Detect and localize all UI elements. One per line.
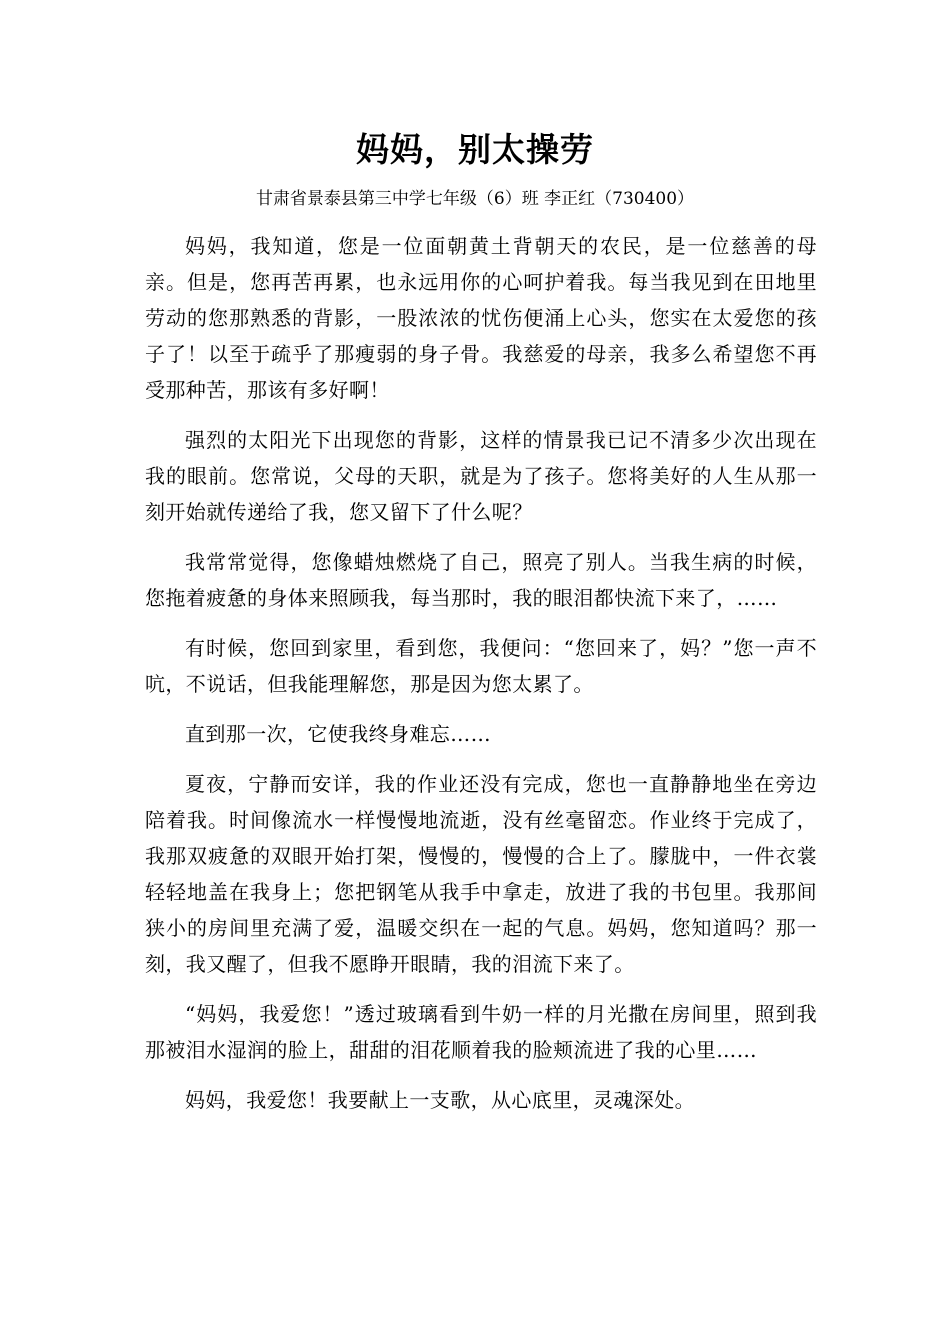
paragraph-2: 强烈的太阳光下出现您的背影，这样的情景我已记不清多少次出现在我的眼前。您常说，父母的天职，就是为了孩子。您将美好的人生从那一刻开始就传递给了我，您又留下了什么呢？ [145,428,817,524]
paragraph-8: 妈妈，我爱您！我要献上一支歌，从心底里，灵魂深处。 [185,1088,695,1112]
paragraph-4: 有时候，您回到家里，看到您，我便问：“您回来了，妈？”您一声不吭，不说话，但我能理解您，那是因为您太累了。 [145,636,817,696]
paragraph-3: 我常常觉得，您像蜡烛燃烧了自己，照亮了别人。当我生病的时候，您拖着疲惫的身体来照顾我，每当那时，我的眼泪都快流下来了，…… [145,550,817,610]
paragraph-6: 夏夜，宁静而安详，我的作业还没有完成，您也一直静静地坐在旁边陪着我。时间像流水一样慢慢地流逝，没有丝毫留恋。作业终于完成了，我那双疲惫的双眼开始打架，慢慢的，慢慢的合上了。朦胧中，一件衣裳轻轻地盖在我身上；您把钢笔从我手中拿走，放进了我的书包里。我那间狭小的房间里充满了爱，温暖交织在一起的气息。妈妈，您知道吗？那一刻，我又醒了，但我不愿睁开眼睛，我的泪流下来了。 [145,772,817,976]
paragraph-7: “妈妈，我爱您！”透过玻璃看到牛奶一样的月光撒在房间里，照到我那被泪水湿润的脸上，甜甜的泪花顺着我的脸颊流进了我的心里…… [145,1002,817,1062]
paragraph-5: 直到那一次，它使我终身难忘…… [185,722,491,746]
author-byline: 甘肃省景泰县第三中学七年级（6）班 李正红（730400） [255,189,695,209]
paragraph-1: 妈妈，我知道，您是一位面朝黄土背朝天的农民，是一位慈善的母亲。但是，您再苦再累，也永远用你的心呵护着我。每当我见到在田地里劳动的您那熟悉的背影，一股浓浓的忧伤便涌上心头，您实在太爱您的孩子了！以至于疏乎了那瘦弱的身子骨。我慈爱的母亲，我多么希望您不再受那种苦，那该有多好啊！ [145,234,817,402]
document-title: 妈妈，别太操劳 [356,130,594,169]
article-body [145,228,817,1132]
